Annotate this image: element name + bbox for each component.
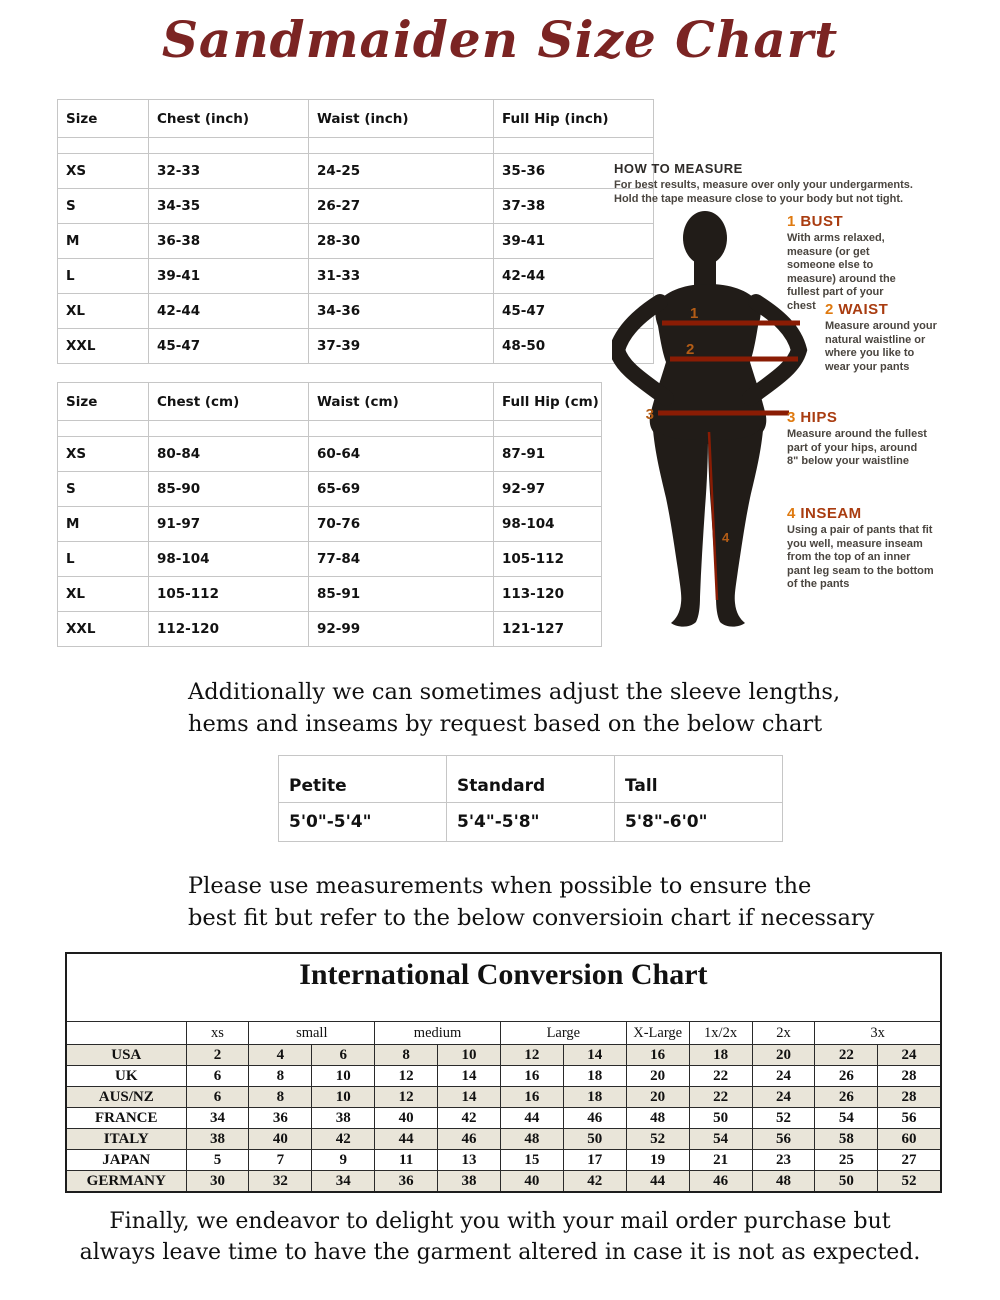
international-conversion-chart	[65, 952, 942, 1193]
size-group-header: medium	[375, 1022, 501, 1045]
size-value-cell: 18	[563, 1066, 626, 1087]
size-row	[58, 577, 602, 612]
size-value-cell: 58	[815, 1129, 878, 1150]
body-silhouette-figure	[612, 210, 812, 630]
measure-step-waist	[825, 301, 939, 374]
size-value-cell: 7	[249, 1150, 312, 1171]
intro-line-2: Hold the tape measure close to your body but not tight.	[614, 192, 904, 205]
size-cell: 45-47	[149, 329, 309, 364]
size-cell: XS	[58, 154, 149, 189]
step-description: Measure around your natural waistline or where you like to wear your pants	[825, 320, 937, 373]
size-value-cell: 44	[375, 1129, 438, 1150]
size-value-cell: 11	[375, 1150, 438, 1171]
size-cell: 91-97	[149, 507, 309, 542]
spacer-cell	[149, 421, 309, 437]
size-group-header: 2x	[752, 1022, 815, 1045]
size-cell: 35-36	[494, 154, 654, 189]
country-cell: JAPAN	[66, 1150, 186, 1171]
size-value-cell: 23	[752, 1150, 815, 1171]
height-header-row	[279, 756, 783, 803]
spacer-cell	[58, 421, 149, 437]
size-cell: 98-104	[494, 507, 602, 542]
size-value-cell: 24	[752, 1087, 815, 1108]
height-value-cell: 5'8"-6'0"	[615, 803, 783, 842]
column-header: Full Hip (inch)	[494, 100, 654, 138]
size-value-cell: 36	[375, 1171, 438, 1193]
size-row	[58, 189, 654, 224]
size-cell: 32-33	[149, 154, 309, 189]
step-heading: 3 HIPS	[787, 409, 838, 426]
size-cell: 92-99	[309, 612, 494, 647]
conversion-row	[66, 1108, 941, 1129]
size-value-cell: 13	[438, 1150, 501, 1171]
conversion-row	[66, 1171, 941, 1193]
size-value-cell: 56	[752, 1129, 815, 1150]
size-cell: 34-36	[309, 294, 494, 329]
size-cell: 113-120	[494, 577, 602, 612]
size-value-cell: 32	[249, 1171, 312, 1193]
conversion-row	[66, 1066, 941, 1087]
measure-step-hips	[787, 409, 929, 469]
corner-cell	[66, 1022, 186, 1045]
height-value-row	[279, 803, 783, 842]
size-value-cell: 42	[563, 1171, 626, 1193]
size-cell: 70-76	[309, 507, 494, 542]
size-value-cell: 6	[186, 1087, 249, 1108]
how-to-measure-intro	[614, 179, 984, 206]
size-value-cell: 6	[312, 1045, 375, 1066]
size-group-header: Large	[500, 1022, 626, 1045]
size-value-cell: 28	[878, 1066, 941, 1087]
size-cell: 87-91	[494, 437, 602, 472]
final-note: Finally, we endeavor to delight you with your mail order purchase but always leave time to have the garment altered in case it is not as expected.	[79, 1209, 921, 1265]
size-cell: 105-112	[149, 577, 309, 612]
size-value-cell: 8	[249, 1087, 312, 1108]
height-value-cell: 5'0"-5'4"	[279, 803, 447, 842]
size-value-cell: 12	[500, 1045, 563, 1066]
height-column-header: Standard	[447, 756, 615, 803]
height-range-table	[278, 755, 783, 842]
size-row	[58, 329, 654, 364]
size-value-cell: 50	[563, 1129, 626, 1150]
size-cell: 92-97	[494, 472, 602, 507]
size-value-cell: 27	[878, 1150, 941, 1171]
country-cell: FRANCE	[66, 1108, 186, 1129]
size-cell: 42-44	[494, 259, 654, 294]
size-value-cell: 14	[438, 1066, 501, 1087]
height-column-header: Petite	[279, 756, 447, 803]
size-value-cell: 10	[312, 1087, 375, 1108]
column-header: Waist (inch)	[309, 100, 494, 138]
size-cell: XXL	[58, 329, 149, 364]
size-cell: S	[58, 472, 149, 507]
size-row	[58, 259, 654, 294]
size-row	[58, 612, 602, 647]
size-value-cell: 14	[438, 1087, 501, 1108]
size-value-cell: 46	[438, 1129, 501, 1150]
size-cell: 42-44	[149, 294, 309, 329]
size-value-cell: 54	[815, 1108, 878, 1129]
size-row	[58, 154, 654, 189]
country-cell: USA	[66, 1045, 186, 1066]
size-cell: 121-127	[494, 612, 602, 647]
conversion-row	[66, 1129, 941, 1150]
size-value-cell: 26	[815, 1087, 878, 1108]
size-cell: 36-38	[149, 224, 309, 259]
size-value-cell: 30	[186, 1171, 249, 1193]
size-value-cell: 19	[626, 1150, 689, 1171]
step-heading: 4 INSEAM	[787, 505, 862, 522]
size-value-cell: 25	[815, 1150, 878, 1171]
size-cell: M	[58, 507, 149, 542]
size-table-header-row	[58, 100, 654, 138]
size-cell: S	[58, 189, 149, 224]
size-value-cell: 28	[878, 1087, 941, 1108]
country-cell: AUS/NZ	[66, 1087, 186, 1108]
size-cell: 65-69	[309, 472, 494, 507]
size-value-cell: 16	[626, 1045, 689, 1066]
height-value-cell: 5'4"-5'8"	[447, 803, 615, 842]
measure-step-inseam	[787, 505, 935, 592]
spacer-cell	[149, 138, 309, 154]
size-group-header: small	[249, 1022, 375, 1045]
size-value-cell: 56	[878, 1108, 941, 1129]
size-value-cell: 38	[312, 1108, 375, 1129]
size-cell: 105-112	[494, 542, 602, 577]
figure-label-hips: 3	[645, 406, 654, 423]
figure-label-bust: 1	[690, 305, 699, 322]
size-group-header: 3x	[815, 1022, 941, 1045]
size-cell: 80-84	[149, 437, 309, 472]
size-value-cell: 26	[815, 1066, 878, 1087]
spacer-row	[58, 138, 654, 154]
size-cell: 77-84	[309, 542, 494, 577]
size-group-header: X-Large	[626, 1022, 689, 1045]
spacer-cell	[309, 138, 494, 154]
size-cell: 39-41	[149, 259, 309, 294]
size-cell: 98-104	[149, 542, 309, 577]
column-header: Chest (inch)	[149, 100, 309, 138]
size-value-cell: 44	[500, 1108, 563, 1129]
size-cell: 39-41	[494, 224, 654, 259]
size-value-cell: 6	[186, 1066, 249, 1087]
size-value-cell: 24	[752, 1066, 815, 1087]
size-value-cell: 16	[500, 1066, 563, 1087]
size-row	[58, 542, 602, 577]
conversion-header-row	[66, 1022, 941, 1045]
conversion-row	[66, 1087, 941, 1108]
size-value-cell: 16	[500, 1087, 563, 1108]
size-value-cell: 24	[878, 1045, 941, 1066]
conversion-chart-title: International Conversion Chart	[66, 953, 941, 1022]
size-value-cell: 4	[249, 1045, 312, 1066]
size-row	[58, 437, 602, 472]
size-value-cell: 20	[626, 1087, 689, 1108]
column-header: Waist (cm)	[309, 383, 494, 421]
size-cell: XL	[58, 294, 149, 329]
size-value-cell: 40	[375, 1108, 438, 1129]
size-cell: XXL	[58, 612, 149, 647]
size-value-cell: 8	[375, 1045, 438, 1066]
size-table-header-row	[58, 383, 602, 421]
size-cell: 112-120	[149, 612, 309, 647]
step-description: Measure around the fullest part of your hips, around 8" below your waistline	[787, 428, 927, 467]
size-value-cell: 17	[563, 1150, 626, 1171]
size-value-cell: 10	[438, 1045, 501, 1066]
size-value-cell: 12	[375, 1066, 438, 1087]
column-header: Chest (cm)	[149, 383, 309, 421]
step-description: With arms relaxed, measure (or get someone else to measure) around the fullest part of your chest	[787, 232, 896, 312]
size-value-cell: 46	[689, 1171, 752, 1193]
column-header: Size	[58, 100, 149, 138]
size-cell: 26-27	[309, 189, 494, 224]
figure-label-waist: 2	[686, 341, 695, 358]
size-cell: M	[58, 224, 149, 259]
conversion-row	[66, 1045, 941, 1066]
size-value-cell: 50	[689, 1108, 752, 1129]
spacer-cell	[58, 138, 149, 154]
size-cell: 24-25	[309, 154, 494, 189]
size-value-cell: 21	[689, 1150, 752, 1171]
conversion-title-row	[66, 953, 941, 1022]
size-value-cell: 52	[626, 1129, 689, 1150]
size-value-cell: 42	[312, 1129, 375, 1150]
size-cell: XL	[58, 577, 149, 612]
figure-label-inseam: 4	[722, 530, 730, 545]
size-cell: 34-35	[149, 189, 309, 224]
column-header: Size	[58, 383, 149, 421]
size-value-cell: 46	[563, 1108, 626, 1129]
size-value-cell: 48	[752, 1171, 815, 1193]
size-value-cell: 8	[249, 1066, 312, 1087]
size-value-cell: 52	[878, 1171, 941, 1193]
size-cell: 45-47	[494, 294, 654, 329]
size-value-cell: 12	[375, 1087, 438, 1108]
size-value-cell: 2	[186, 1045, 249, 1066]
size-cell: 48-50	[494, 329, 654, 364]
how-to-measure-title: HOW TO MEASURE	[614, 161, 743, 176]
step-heading: 2 WAIST	[825, 301, 889, 318]
size-table-inch	[57, 99, 654, 364]
size-value-cell: 18	[689, 1045, 752, 1066]
intro-line-1: For best results, measure over only your undergarments.	[614, 179, 913, 191]
country-cell: ITALY	[66, 1129, 186, 1150]
size-group-header: xs	[186, 1022, 249, 1045]
conversion-row	[66, 1150, 941, 1171]
size-value-cell: 48	[500, 1129, 563, 1150]
size-table-cm	[57, 382, 602, 647]
size-row	[58, 507, 602, 542]
size-value-cell: 40	[249, 1129, 312, 1150]
size-value-cell: 44	[626, 1171, 689, 1193]
step-description: Using a pair of pants that fit you well, measure inseam from the top of an inner pant leg seam to the bottom of the pants	[787, 524, 934, 590]
size-value-cell: 50	[815, 1171, 878, 1193]
size-value-cell: 54	[689, 1129, 752, 1150]
country-cell: UK	[66, 1066, 186, 1087]
size-value-cell: 38	[438, 1171, 501, 1193]
spacer-cell	[494, 421, 602, 437]
size-value-cell: 52	[752, 1108, 815, 1129]
size-value-cell: 22	[815, 1045, 878, 1066]
country-cell: GERMANY	[66, 1171, 186, 1193]
size-value-cell: 5	[186, 1150, 249, 1171]
page-title: Sandmaiden Size Chart	[161, 10, 839, 69]
size-value-cell: 48	[626, 1108, 689, 1129]
size-row	[58, 472, 602, 507]
size-cell: 37-38	[494, 189, 654, 224]
size-cell: XS	[58, 437, 149, 472]
size-value-cell: 14	[563, 1045, 626, 1066]
size-value-cell: 34	[186, 1108, 249, 1129]
size-cell: 28-30	[309, 224, 494, 259]
step-heading: 1 BUST	[787, 213, 844, 230]
column-header: Full Hip (cm)	[494, 383, 602, 421]
size-value-cell: 22	[689, 1087, 752, 1108]
size-value-cell: 22	[689, 1066, 752, 1087]
size-value-cell: 60	[878, 1129, 941, 1150]
size-cell: 60-64	[309, 437, 494, 472]
size-value-cell: 38	[186, 1129, 249, 1150]
size-value-cell: 20	[752, 1045, 815, 1066]
size-value-cell: 40	[500, 1171, 563, 1193]
size-value-cell: 18	[563, 1087, 626, 1108]
spacer-cell	[494, 138, 654, 154]
size-value-cell: 10	[312, 1066, 375, 1087]
size-value-cell: 42	[438, 1108, 501, 1129]
size-value-cell: 15	[500, 1150, 563, 1171]
spacer-row	[58, 421, 602, 437]
size-cell: L	[58, 542, 149, 577]
size-cell: 85-91	[309, 577, 494, 612]
size-row	[58, 224, 654, 259]
measure-step-bust	[787, 213, 907, 313]
size-cell: 31-33	[309, 259, 494, 294]
measurements-note: Please use measurements when possible to ensure the best fit but refer to the below conversioin chart if necessary	[188, 873, 875, 931]
size-cell: L	[58, 259, 149, 294]
height-column-header: Tall	[615, 756, 783, 803]
size-value-cell: 20	[626, 1066, 689, 1087]
size-cell: 37-39	[309, 329, 494, 364]
size-group-header: 1x/2x	[689, 1022, 752, 1045]
size-value-cell: 9	[312, 1150, 375, 1171]
size-value-cell: 34	[312, 1171, 375, 1193]
size-cell: 85-90	[149, 472, 309, 507]
silhouette-shape	[650, 211, 767, 627]
size-row	[58, 294, 654, 329]
size-value-cell: 36	[249, 1108, 312, 1129]
adjustment-note: Additionally we can sometimes adjust the sleeve lengths, hems and inseams by request based on the below chart	[188, 679, 841, 737]
spacer-cell	[309, 421, 494, 437]
